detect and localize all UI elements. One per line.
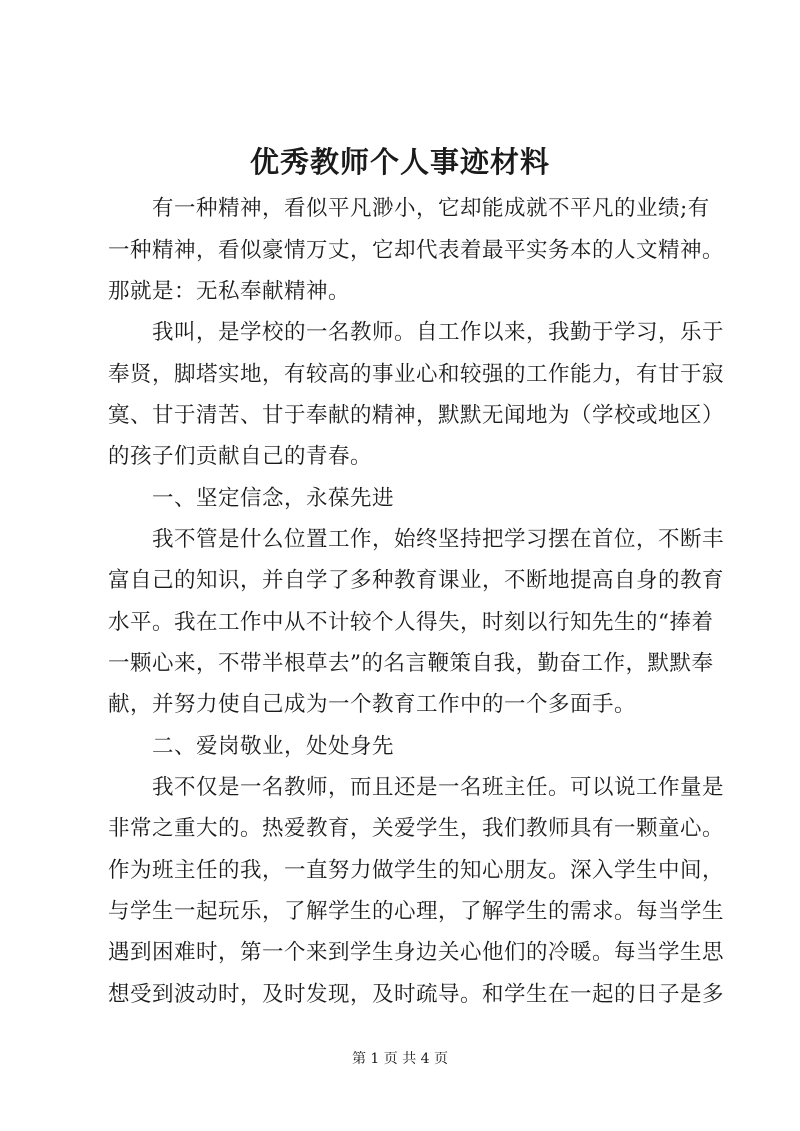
text-line: 寞、甘于清苦、甘于奉献的精神，默默无闻地为（学校或地区） xyxy=(108,403,725,428)
text-line: 作为班主任的我，一直努力做学生的知心朋友。深入学生中间， xyxy=(108,858,725,883)
text-line: 我不管是什么位置工作，始终坚持把学习摆在首位，不断丰 xyxy=(108,527,725,552)
text-line: 我不仅是一名教师，而且还是一名班主任。可以说工作量是 xyxy=(108,775,725,800)
text-line: 奉贤，脚塔实地，有较高的事业心和较强的工作能力，有甘于寂 xyxy=(108,362,725,387)
text-line: 那就是：无私奉献精神。 xyxy=(108,279,351,304)
text-line: 一颗心来，不带半根草去”的名言鞭策自我，勤奋工作，默默奉 xyxy=(108,651,714,676)
text-line: 一种精神，看似豪情万丈，它却代表着最平实务本的人文精神。 xyxy=(108,238,725,263)
page-number: 第 1 页 共 4 页 xyxy=(351,1051,449,1067)
text-line: 非常之重大的。热爱教育，关爱学生，我们教师具有一颗童心。 xyxy=(108,816,725,841)
text-line: 的孩子们贡献自己的青春。 xyxy=(108,444,373,469)
text-line: 与学生一起玩乐，了解学生的心理，了解学生的需求。每当学生 xyxy=(108,899,725,924)
section-heading: 二、爱岗敬业，处处身先 xyxy=(108,734,395,759)
text-line: 我叫，是学校的一名教师。自工作以来，我勤于学习，乐于 xyxy=(108,320,725,345)
text-line: 献，并努力使自己成为一个教育工作中的一个多面手。 xyxy=(108,692,637,717)
text-line: 遇到困难时，第一个来到学生身边关心他们的冷暖。每当学生思 xyxy=(108,940,725,965)
text-line: 水平。我在工作中从不计较个人得失，时刻以行知先生的“捧着 xyxy=(108,610,714,635)
text-line: 想受到波动时，及时发现，及时疏导。和学生在一起的日子是多 xyxy=(108,982,725,1007)
text-line: 富自己的知识，并自学了多种教育课业，不断地提高自身的教育 xyxy=(108,568,725,593)
section-heading: 一、坚定信念，永葆先进 xyxy=(108,486,395,511)
text-line: 有一种精神，看似平凡渺小，它却能成就不平凡的业绩;有 xyxy=(108,196,710,221)
document-title: 优秀教师个人事迹材料 xyxy=(249,145,550,179)
